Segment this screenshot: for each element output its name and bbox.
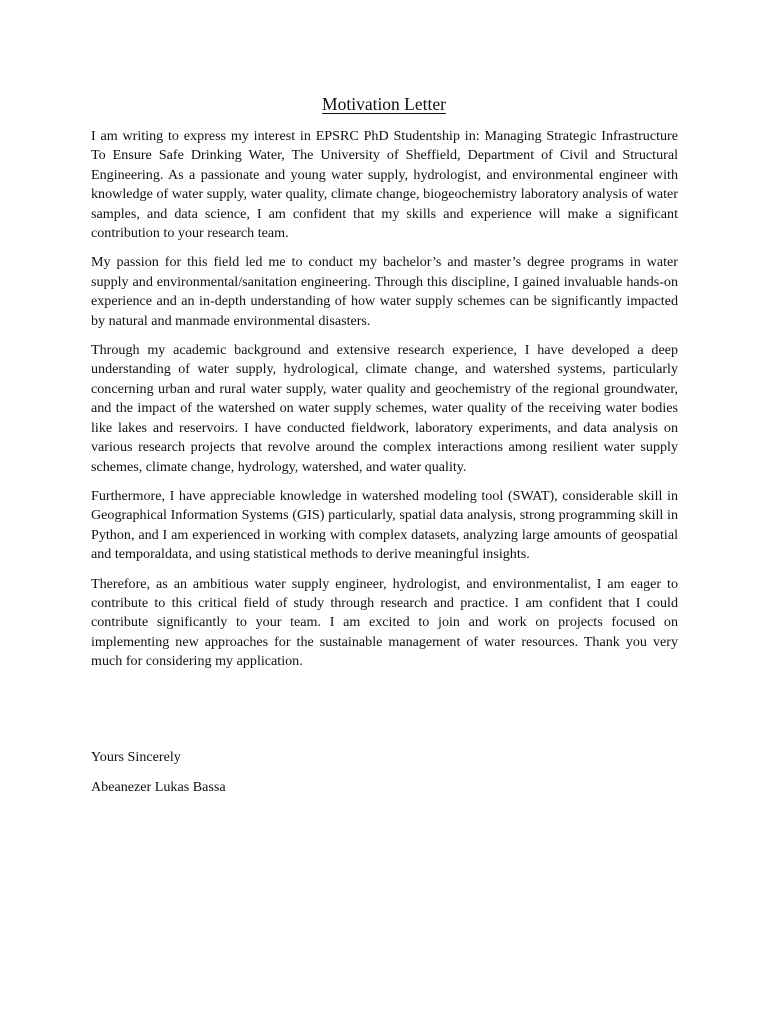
signature-name: Abeanezer Lukas Bassa [91,779,226,795]
paragraph-passion: My passion for this field led me to conduct my bachelor’s and master’s degree programs in water supply and environmental/sanitation engineering. Through this discipline, I gained invaluable hands-on experience and an in-depth understanding of how water supply schemes can be significantly impacted by natural and manmade environmental disasters. [91,254,678,329]
paragraph-intro: I am writing to express my interest in EPSRC PhD Studentship in: Managing Strategic Infrastructure To Ensure Safe Drinking Water, The University of Sheffield, Department of Civil and Structural Engineering. As a passionate and young water supply, hydrologist, and environmental engineer with knowledge of water supply, water quality, climate change, biogeochemistry laboratory analysis of water samples, and data science, I am confident that my skills and experience will make a significant contribution to your research team. [91,128,678,242]
closing-salutation: Yours Sincerely [91,749,181,765]
paragraph-conclusion: Therefore, as an ambitious water supply engineer, hydrologist, and environmentalist, I am eager to contribute to this critical field of study through research and practice. I am confident that I could contribute significantly to your team. I am excited to join and work on projects focused on implementing new approaches for the sustainable management of water resources. Thank you very much for considering my application. [91,575,678,670]
page-title: Motivation Letter [322,94,446,114]
paragraph-background: Through my academic background and extensive research experience, I have developed a deep understanding of water supply, hydrological, climate change, and watershed systems, particularly concerning urban and rural water supply, water quality and geochemistry of the regional groundwater, and the impact of the watershed on water supply schemes, water quality of the receiving water bodies like lakes and reservoirs. I have conducted fieldwork, laboratory experiments, and data analysis on various research projects that revolve around the complex interactions among resilient water supply schemes, climate change, hydrology, watershed, and water quality. [91,342,678,475]
letter-body [91,127,678,682]
paragraph-skills: Furthermore, I have appreciable knowledge in watershed modeling tool (SWAT), considerable skill in Geographical Information Systems (GIS) particularly, spatial data analysis, strong programming skill in Python, and I am experienced in working with complex datasets, analyzing large amounts of geospatial and temporaldata, and using statistical methods to derive meaningful insights. [91,487,678,563]
